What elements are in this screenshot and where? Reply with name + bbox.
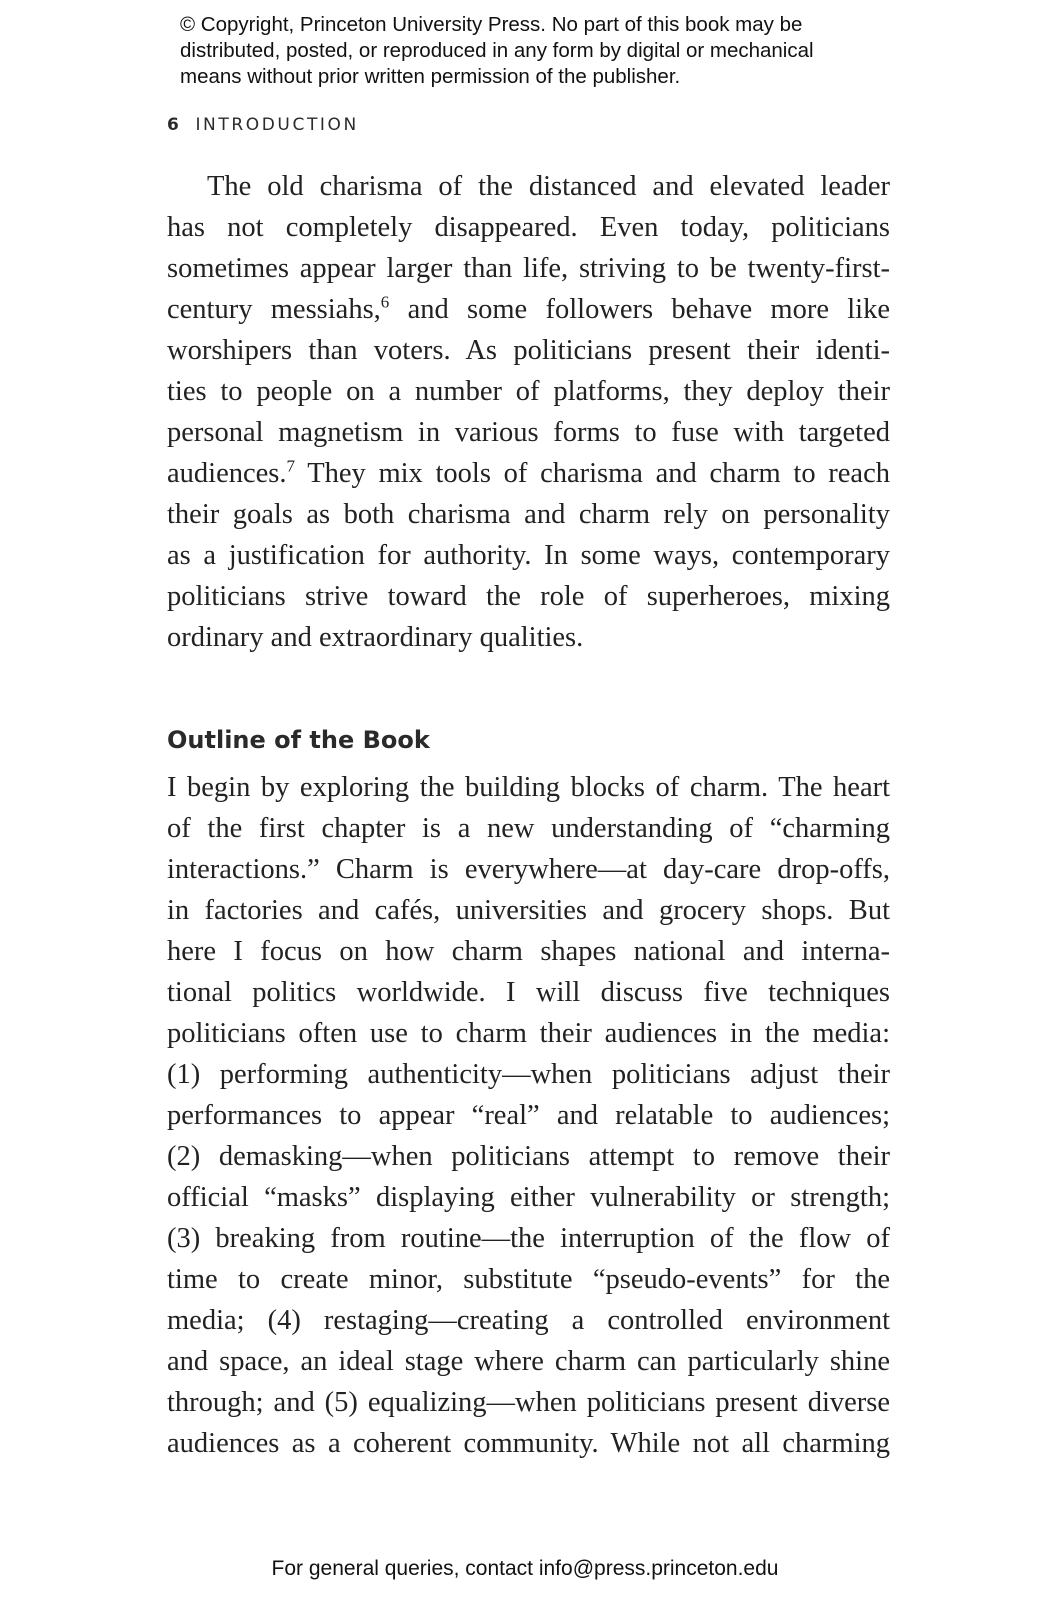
text-line: of the first chapter is a new understanding of “charming [167,813,890,844]
copyright-line: © Copyright, Princeton University Press. No part of this book may be [180,13,803,36]
text-line: politicians strive toward the role of superheroes, mixing [167,581,890,612]
copyright-notice [180,12,900,90]
text-line: in factories and cafés, universities and grocery shops. But [167,895,890,926]
text-line: media; (4) restaging—creating a controlled environment [167,1305,890,1336]
text-line: as a justification for authority. In some ways, contemporary [167,540,890,571]
text-line: The old charisma of the distanced and elevated leader [207,171,890,202]
chapter-title: INTRODUCTION [195,115,359,135]
text-line: sometimes appear larger than life, striving to be twenty-first- [167,253,890,284]
section-heading: Outline of the Book [167,726,430,754]
footnote-marker: 6 [380,292,390,312]
text-segment: audiences. [167,458,287,489]
text-line: audiences as a coherent community. While not all charming [167,1428,890,1459]
text-line: ordinary and extraordinary qualities. [167,622,584,653]
text-line: and space, an ideal stage where charm can particularly shine [167,1346,890,1377]
footnote-marker: 7 [286,456,295,476]
text-line: tional politics worldwide. I will discuss five techniques [167,977,890,1008]
copyright-line: distributed, posted, or reproduced in any form by digital or mechanical [180,39,814,62]
text-line: has not completely disappeared. Even today, politicians [167,212,890,243]
text-line: official “masks” displaying either vulnerability or strength; [167,1182,890,1213]
text-line [167,289,890,330]
text-line: performances to appear “real” and relatable to audiences; [167,1100,890,1131]
paragraph-outline [167,767,890,1464]
text-line: interactions.” Charm is everywhere—at day-care drop-offs, [167,854,890,885]
footer-contact: For general queries, contact info@press.princeton.edu [271,1557,779,1580]
text-line: (2) demasking—when politicians attempt to remove their [167,1141,890,1172]
text-line: (3) breaking from routine—the interruption of the flow of [167,1223,890,1254]
text-segment: century messiahs, [167,294,381,325]
text-line [167,453,890,494]
text-line: through; and (5) equalizing—when politicians present diverse [167,1387,890,1418]
text-line: personal magnetism in various forms to fuse with targeted [167,417,890,448]
text-line: time to create minor, substitute “pseudo-events” for the [167,1264,890,1295]
text-line: their goals as both charisma and charm rely on personality [167,499,890,530]
text-segment: and some followers behave more like [407,294,890,325]
paragraph-charisma [167,166,890,658]
running-head [167,115,359,135]
text-line: (1) performing authenticity—when politicians adjust their [167,1059,890,1090]
text-segment: They mix tools of charisma and charm to reach [307,458,890,489]
text-line: ties to people on a number of platforms, they deploy their [167,376,890,407]
text-line: worshipers than voters. As politicians present their identi- [167,335,890,366]
text-line: here I focus on how charm shapes national and interna- [167,936,890,967]
text-line: I begin by exploring the building blocks of charm. The heart [167,772,890,803]
text-line: politicians often use to charm their audiences in the media: [167,1018,890,1049]
copyright-line: means without prior written permission of the publisher. [180,65,681,88]
page-number: 6 [167,115,182,135]
